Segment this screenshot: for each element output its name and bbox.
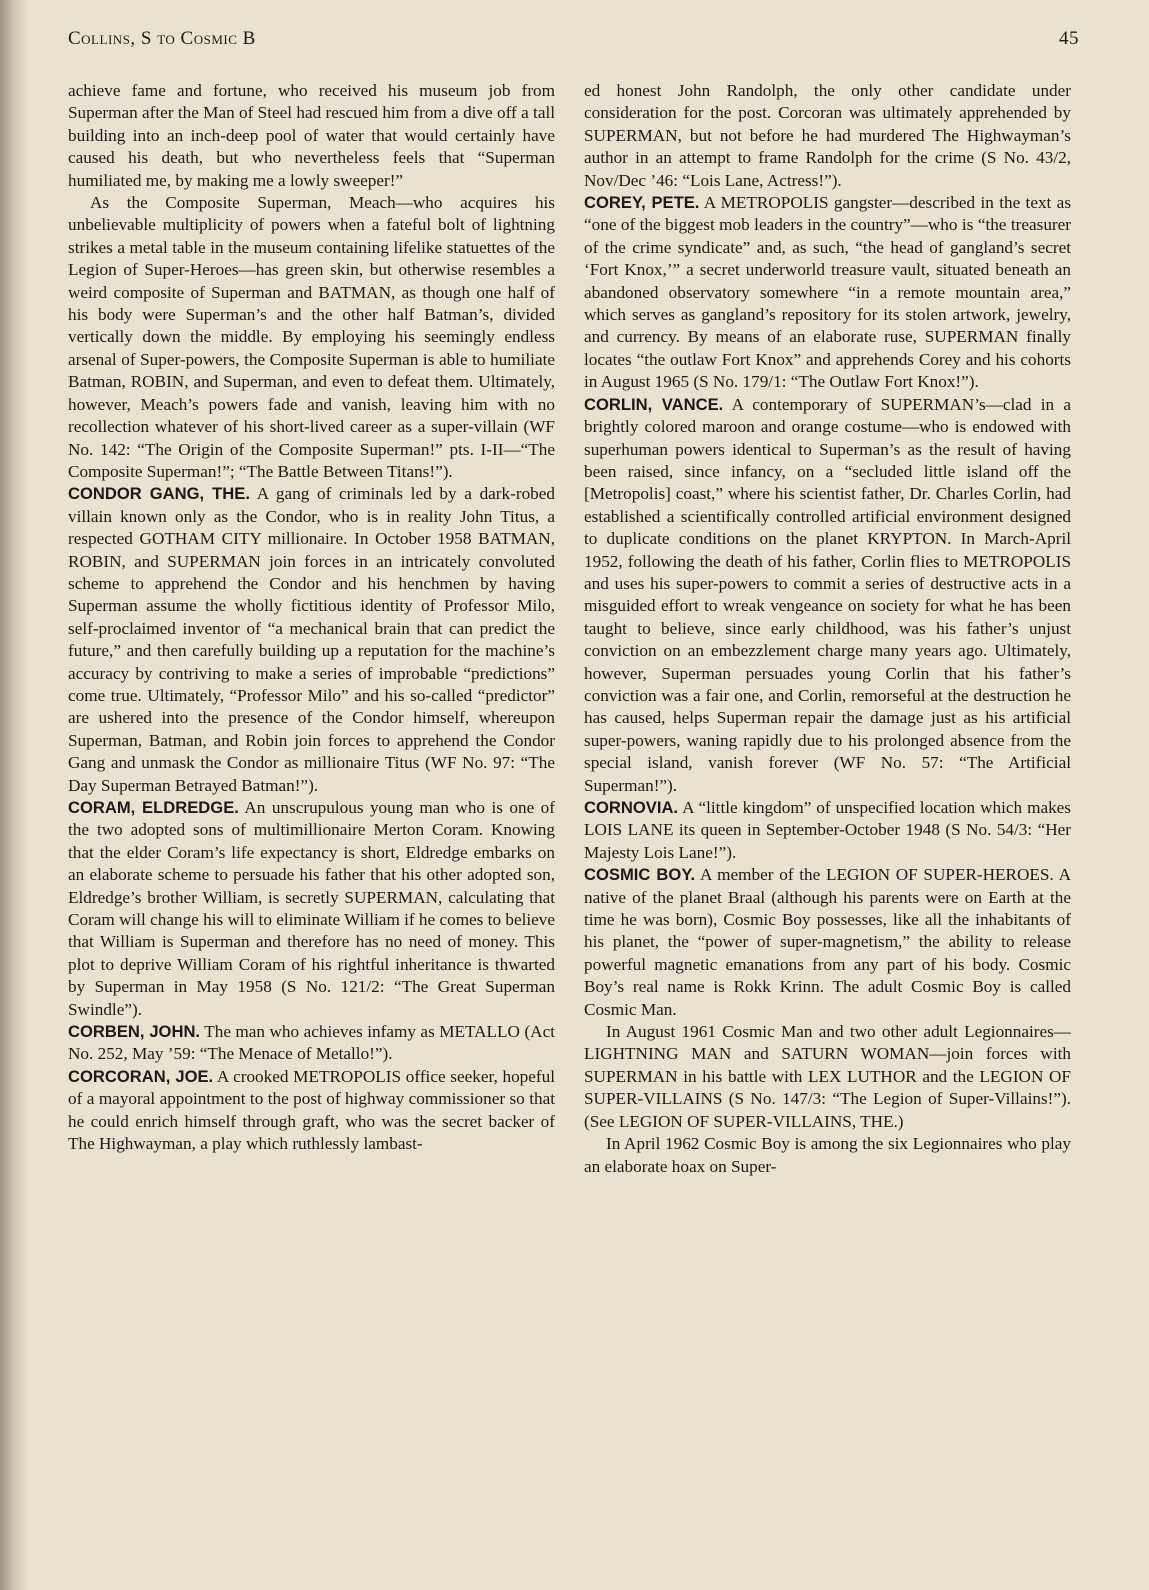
entry-cosmic-boy: COSMIC BOY. A member of the LEGION OF SUPER-HEROES. A native of the planet Braal (although his parents were on Earth at the time he was born), Cosmic Boy possesses, like all the inhabitants of his planet, the “power of super-magnetism,” the ability to release powerful magnetic emanations from any part of his body. Cosmic Boy’s real name is Rokk Krinn. The adult Cosmic Boy is called Cosmic Man. xyxy=(584,865,1071,1019)
entry-title: COSMIC BOY. xyxy=(584,865,696,885)
entry-title: COREY, PETE. xyxy=(584,193,700,213)
entry-title: CORAM, ELDREDGE. xyxy=(68,798,239,817)
page-header xyxy=(68,28,1079,50)
paragraph: In August 1961 Cosmic Man and two other adult Legionnaires—LIGHTNING MAN and SATURN WOMAN—join forces with SUPERMAN in his battle with LEX LUTHOR and the LEGION OF SUPER-VILLAINS (S No. 147/3: “The Legion of Super-Villains!”). (See LEGION OF SUPER-VILLAINS, THE.) xyxy=(584,1022,1071,1131)
entry-cornovia: CORNOVIA. A “little kingdom” of unspecified location which makes LOIS LANE its queen in September-October 1948 (S No. 54/3: “Her Majesty Lois Lane!”). xyxy=(584,798,1071,862)
entry-title: CORNOVIA. xyxy=(584,798,679,817)
entry-corcoran-joe: CORCORAN, JOE. A crooked METROPOLIS office seeker, hopeful of a mayoral appointment to the post of highway commissioner so that he could enrich himself through graft, who was the secret backer of The Highwayman, a play which ruthlessly lambast- xyxy=(68,1066,556,1154)
paragraph: As the Composite Superman, Meach—who acquires his unbelievable multiplicity of powers when a fateful bolt of lightning strikes a metal table in the museum containing lifelike statuettes of the Legion of Super-Heroes—has green skin, but otherwise resembles a weird composite of Superman and BATMAN, as though one half of his body were Superman’s and the other half Batman’s, divided vertically down the middle. By employing his seemingly endless arsenal of Super-powers, the Composite Superman is able to humiliate Batman, ROBIN, and Superman, and even to defeat them. Ultimately, however, Meach’s powers fade and vanish, leaving him with no recollection whatever of his short-lived career as a super-villain (WF No. 142: “The Origin of the Composite Superman!” pts. I-II—“The Composite Superman!”; “The Battle Between Titans!”). xyxy=(68,193,555,481)
running-title: Collins, S to Cosmic B xyxy=(68,28,256,49)
entry-title: CONDOR GANG, THE. xyxy=(68,484,250,504)
paragraph: ed honest John Randolph, the only other candidate under consideration for the post. Corcoran was ultimately apprehended by SUPERMAN, but not before he had murdered The Highwayman’s author in an attempt to frame Randolph for the crime (S No. 43/2, Nov/Dec ’46: “Lois Lane, Actress!”). xyxy=(584,81,1071,190)
entry-corben-john: CORBEN, JOHN. The man who achieves infamy as METALLO (Act No. 252, May ’59: “The Menace of Metallo!”). xyxy=(68,1022,555,1064)
left-column xyxy=(68,80,555,1156)
page-gutter-shadow xyxy=(0,0,28,1590)
entry-title: CORLIN, VANCE. xyxy=(584,394,724,414)
entry-condor-gang: CONDOR GANG, THE. A gang of criminals led by a dark-robed villain known only as the Condor, who is in reality John Titus, a respected GOTHAM CITY millionaire. In October 1958 BATMAN, ROBIN, and SUPERMAN join forces in an intricately convoluted scheme to apprehend the Condor and his henchmen by having Superman assume the wholly fictitious identity of Professor Milo, self-proclaimed inventor of “a mechanical brain that can predict the future,” and then carefully building up a reputation for the machine’s accuracy by contriving to make a series of improbable “predictions” come true. Ultimately, “Professor Milo” and his so-called “predictor” are ushered into the presence of the Condor himself, whereupon Superman, Batman, and Robin join forces to apprehend the Condor Gang and unmask the Condor as millionaire Titus (WF No. 97: “The Day Superman Betrayed Batman!”). xyxy=(68,484,555,795)
entry-corlin-vance: CORLIN, VANCE. A contemporary of SUPERMAN’s—clad in a brightly colored maroon and orange costume—who is endowed with superhuman powers identical to Superman’s as the result of having been raised, since infancy, on a “secluded little island off the [Metropolis] coast,” where his scientist father, Dr. Charles Corlin, had established a scientifically controlled artificial environment designed to duplicate conditions on the planet KRYPTON. In March-April 1952, following the death of his father, Corlin flies to METROPOLIS and uses his super-powers to commit a series of destructive acts in a misguided effort to wreak vengeance on society for what he has been taught to believe, since early childhood, was his father’s unjust conviction on an embezzlement charge many years ago. Ultimately, however, Superman persuades young Corlin that his father’s conviction was a fair one, and Corlin, remorseful at the destruction he has caused, helps Superman repair the damage just as his artificial super-powers, waning rapidly due to his prolonged absence from the special island, vanish forever (WF No. 57: “The Artificial Superman!”). xyxy=(584,394,1071,795)
right-column xyxy=(584,80,1071,1178)
entry-corey-pete: COREY, PETE. A METROPOLIS gangster—described in the text as “one of the biggest mob leaders in the country”—who is “the treasurer of the crime syndicate” and, as such, “the head of gangland’s secret ‘Fort Knox,’” a secret underworld treasure vault, situated beneath an abandoned observatory somewhere “in a remote mountain area,” which serves as gangland’s repository for its stolen artwork, jewelry, and currency. By means of an elaborate ruse, SUPERMAN finally locates “the outlaw Fort Knox” and apprehends Corey and his cohorts in August 1965 (S No. 179/1: “The Outlaw Fort Knox!”). xyxy=(584,193,1072,392)
paragraph: In April 1962 Cosmic Boy is among the six Legionnaires who play an elaborate hoax on Super- xyxy=(584,1134,1071,1176)
page-number: 45 xyxy=(1059,28,1079,49)
entry-title: CORCORAN, JOE. xyxy=(68,1066,214,1086)
paragraph: achieve fame and fortune, who received his museum job from Superman after the Man of Steel had rescued him from a dive off a tall building into an inch-deep pool of water that would certainly have caused his death, but who nevertheless feels that “Superman humiliated me, by making me a lowly sweeper!” xyxy=(68,81,555,190)
entry-title: CORBEN, JOHN. xyxy=(68,1022,201,1042)
entry-coram-eldredge: CORAM, ELDREDGE. An unscrupulous young man who is one of the two adopted sons of multimillionaire Merton Coram. Knowing that the elder Coram’s life expectancy is short, Eldredge embarks on an elaborate scheme to persuade his father that his other adopted son, Eldredge’s brother William, is secretly SUPERMAN, calculating that Coram will change his will to eliminate William if he comes to believe that William is Superman and therefore has no need of money. This plot to deprive William Coram of his rightful inheritance is thwarted by Superman in May 1958 (S No. 121/2: “The Great Superman Swindle”). xyxy=(68,798,555,1019)
